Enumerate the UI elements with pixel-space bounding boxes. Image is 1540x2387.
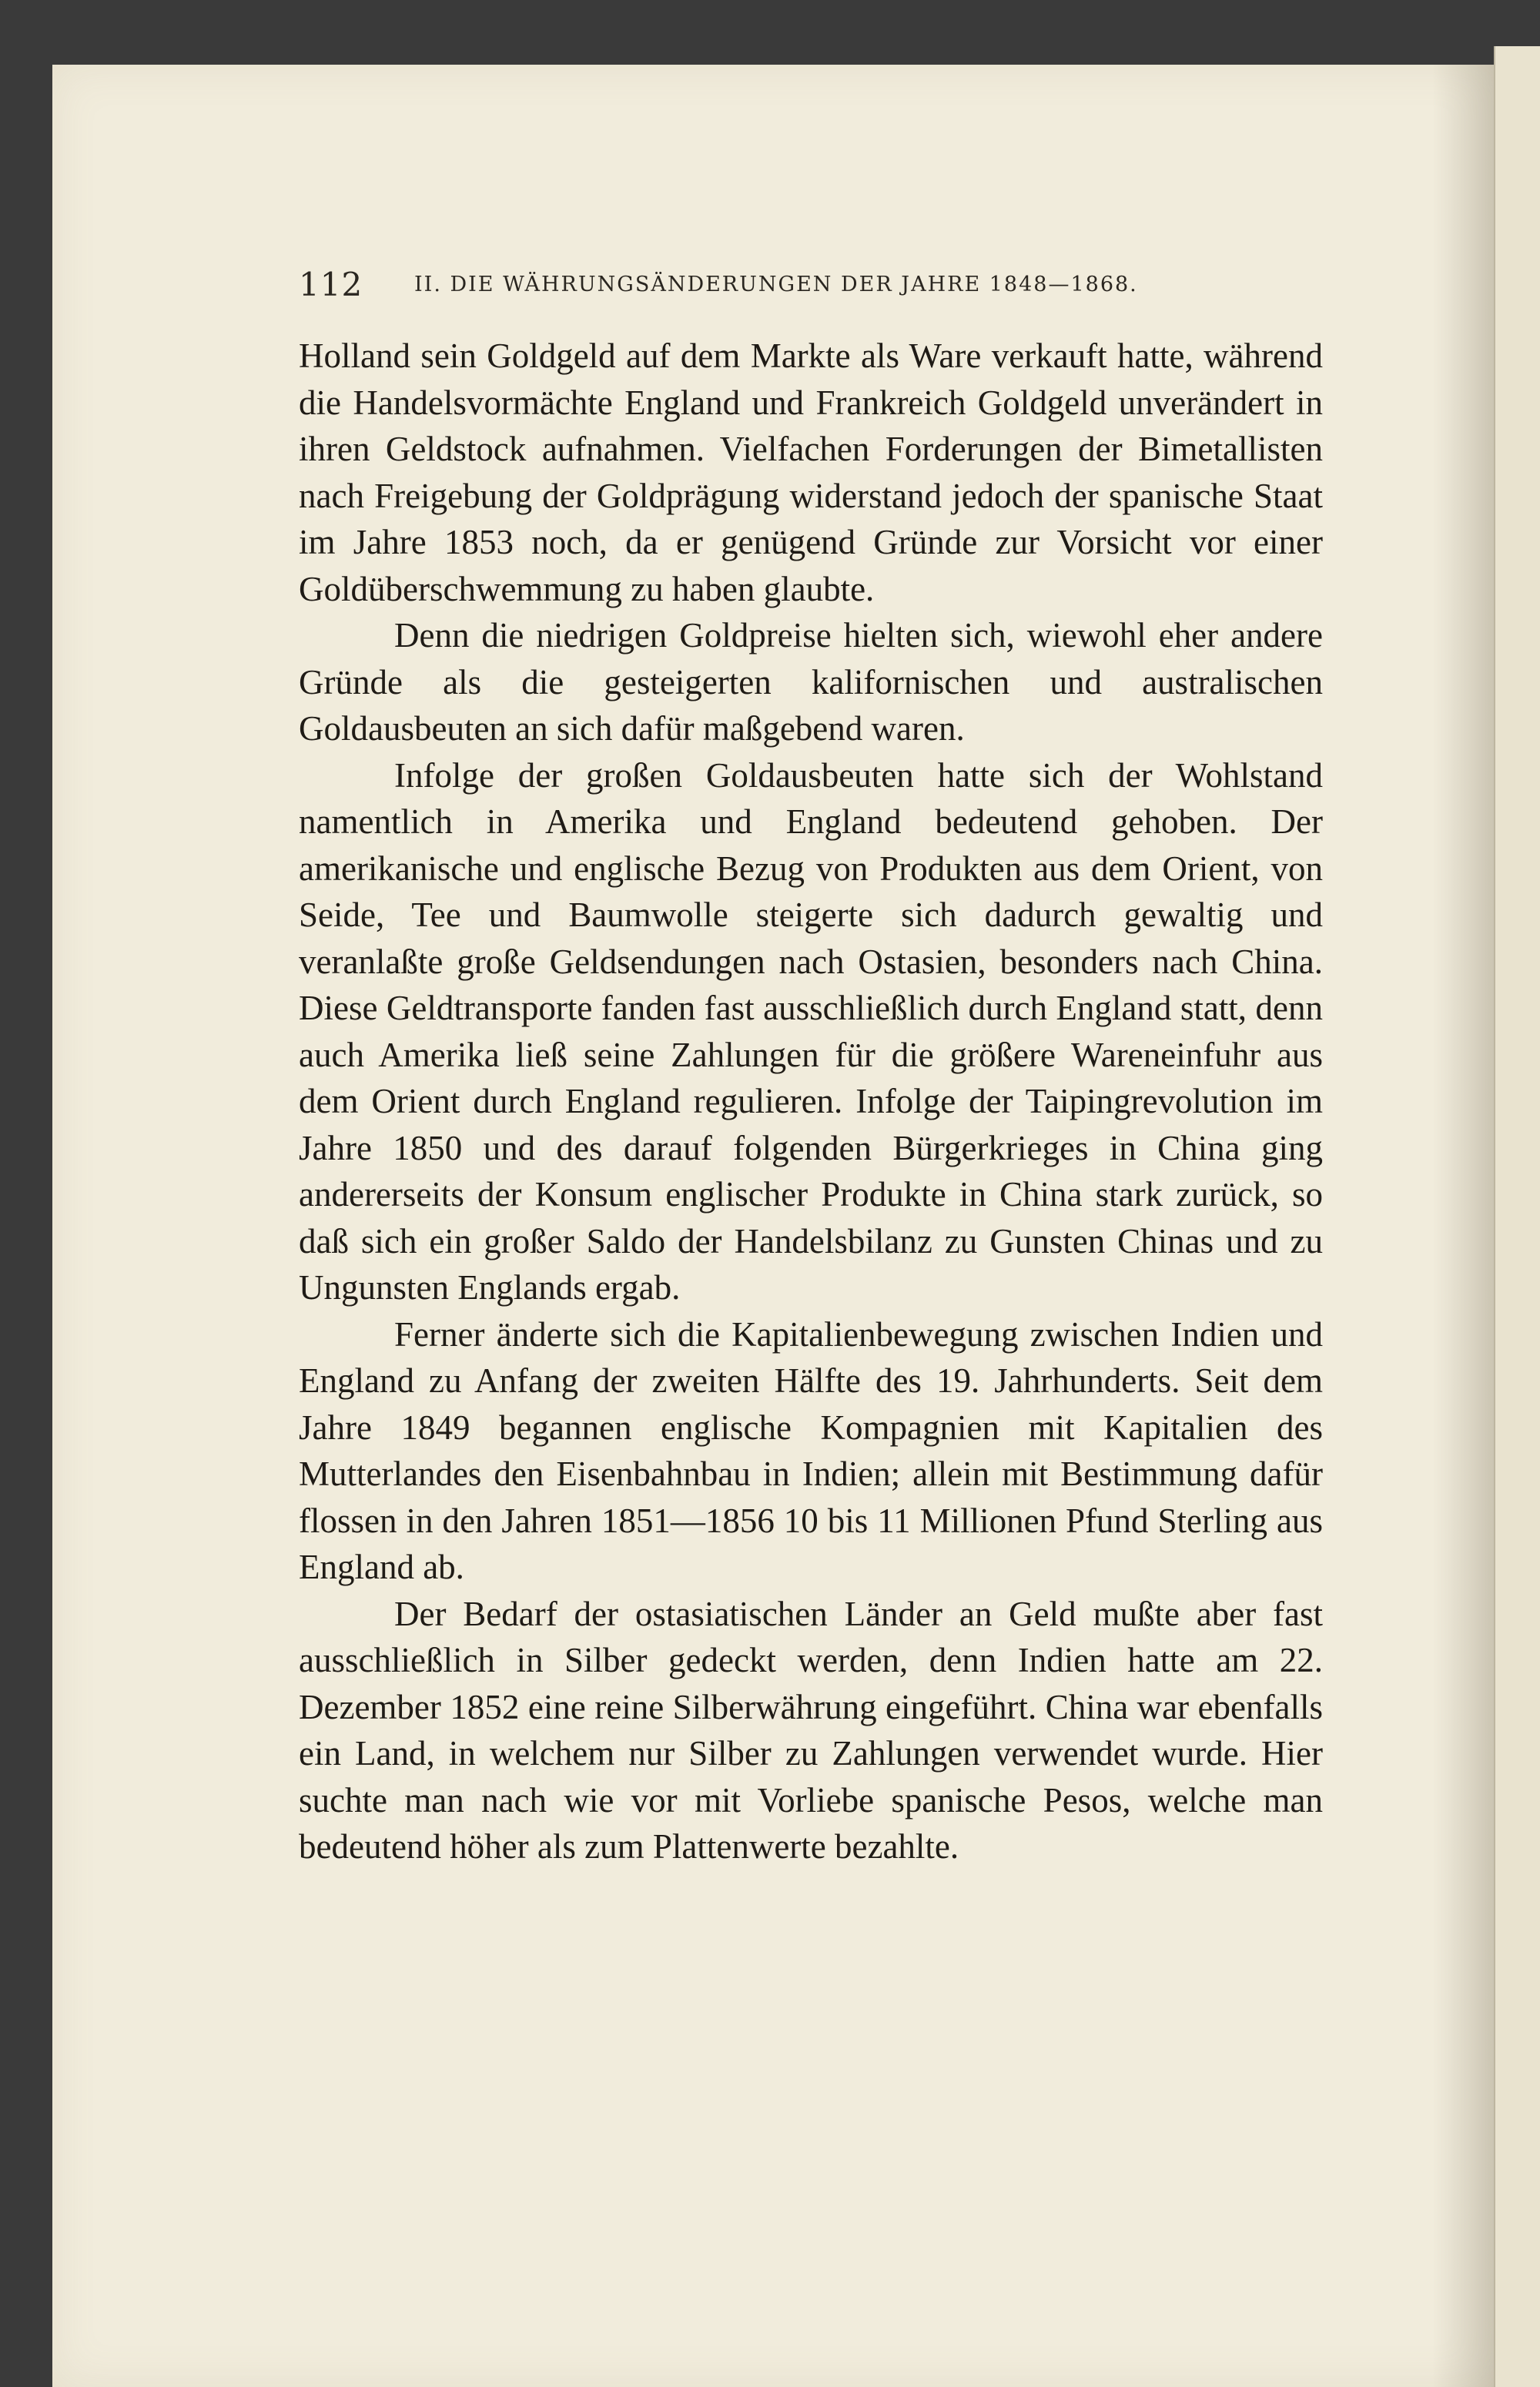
page-number: 112 (299, 266, 363, 303)
running-title: II. DIE WÄHRUNGSÄNDERUNGEN DER JAHRE 1848—1868. (414, 273, 1138, 296)
paragraph: Denn die niedrigen Goldpreise hielten sich, wiewohl eher andere Gründe als die gesteigerten kalifornischen und australischen Goldausbeuten an sich dafür maßgebend waren. (299, 616, 1323, 748)
paragraph-continuation: Holland sein Goldgeld auf dem Markte als Ware verkauft hatte, während die Handelsvormächte England und Frankreich Goldgeld unverändert in ihren Geldstock aufnahmen. Vielfachen Forderungen der Bimetallisten nach Freigebung der Goldprägung widerstand jedoch der spanische Staat im Jahre 1853 noch, da er genügend Gründe zur Vorsicht vor einer Goldüberschwemmung zu haben glaubte. (299, 336, 1323, 608)
next-page-edge (1494, 46, 1540, 2387)
paragraph: Der Bedarf der ostasiatischen Länder an Geld mußte aber fast ausschließlich in Silber gedeckt werden, denn Indien hatte am 22. Dezember 1852 eine reine Silberwährung eingeführt. China war ebenfalls ein Land, in welchem nur Silber zu Zahlungen verwendet wurde. Hier suchte man nach wie vor mit Vorliebe spanische Pesos, welche man bedeutend höher als zum Plattenwerte bezahlte. (299, 1594, 1323, 1866)
paragraph: Ferner änderte sich die Kapitalienbewegung zwischen Indien und England zu Anfang der zweiten Hälfte des 19. Jahrhunderts. Seit dem Jahre 1849 begannen englische Kompagnien mit Kapitalien des Mutterlandes den Eisenbahnbau in Indien; allein mit Bestimmung dafür flossen in den Jahren 1851—1856 10 bis 11 Millionen Pfund Sterling aus England ab. (299, 1314, 1323, 1586)
paragraph: Infolge der großen Goldausbeuten hatte sich der Wohlstand namentlich in Amerika und England bedeutend gehoben. Der amerikanische und englische Bezug von Produkten aus dem Orient, von Seide, Tee und Baumwolle steigerte sich dadurch gewaltig und veranlaßte große Geldsendungen nach Ostasien, besonders nach China. Diese Geldtransporte fanden fast ausschließlich durch England statt, denn auch Amerika ließ seine Zahlungen für die größere Wareneinfuhr aus dem Orient durch England regulieren. Infolge der Taipingrevolution im Jahre 1850 und des darauf folgenden Bürgerkrieges in China ging andererseits der Konsum englischer Produkte in China stark zurück, so daß sich ein großer Saldo der Handelsbilanz zu Gunsten Chinas und zu Ungunsten Englands ergab. (299, 755, 1323, 1307)
page-gutter-shadow (1432, 65, 1494, 2387)
page-header (299, 262, 1323, 308)
page-body (299, 333, 1323, 1870)
